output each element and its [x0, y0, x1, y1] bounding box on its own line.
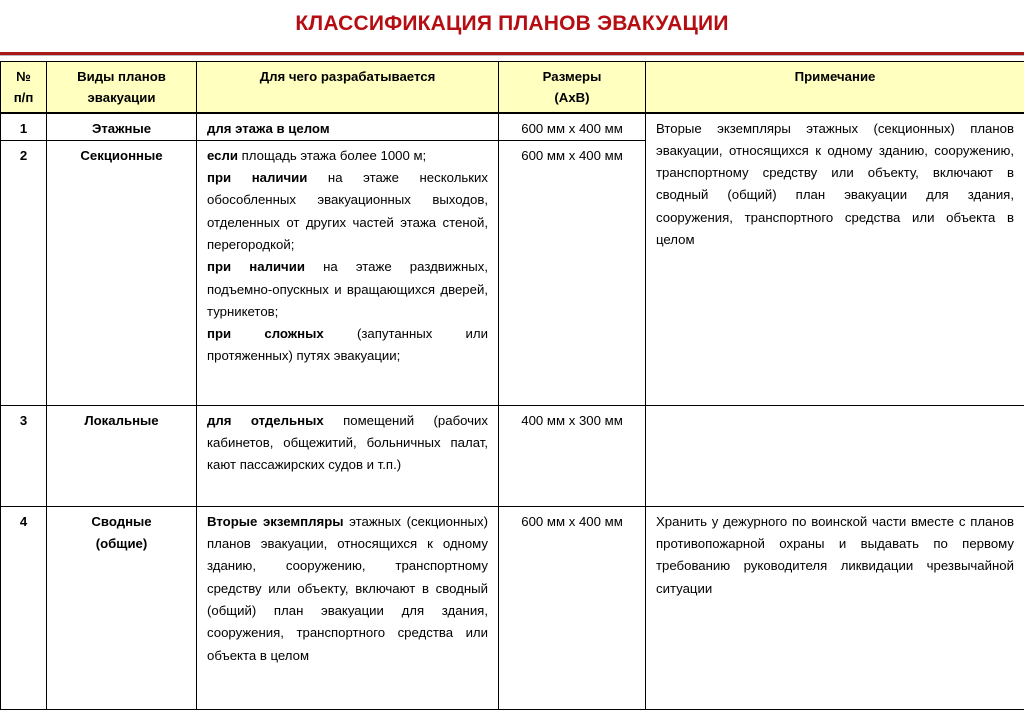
evacuation-plans-table	[0, 61, 1024, 710]
table-row	[1, 506, 1024, 709]
header-num	[1, 62, 47, 113]
row2-type: Секционные	[47, 140, 197, 405]
row1-note	[646, 113, 1024, 406]
row1-type: Этажные	[47, 113, 197, 141]
row1-note-text: Вторые экземпляры этажных (секционных) планов эвакуации, относящихся к одному зданию, сооружению, транспортному средству или объекту, включают в сводный (общий) план эвакуации для здания, сооружения, транспортного средства или объекта в целом	[656, 118, 1014, 252]
row4-type-line2: (общие)	[51, 533, 192, 555]
header-purpose-label: Для чего разрабатывается	[201, 66, 494, 87]
row4-note	[646, 506, 1024, 709]
row2-item-3-text: на этаже раздвижных, подъемно-опускных и вращающихся дверей, турникетов;	[207, 259, 488, 319]
row3-num: 3	[1, 405, 47, 506]
row3-purpose-rest: помещений (рабочих кабинетов, общежитий, больничных палат, кают пассажирских судов и т.п.)	[207, 413, 488, 473]
row4-purpose-text	[207, 511, 488, 667]
row2-item-3	[207, 256, 488, 323]
row2-size: 600 мм х 400 мм	[499, 140, 646, 405]
row4-size: 600 мм х 400 мм	[499, 506, 646, 709]
row2-item-2	[207, 167, 488, 256]
row4-purpose-rest: этажных (секционных) планов эвакуации, относящихся к одному зданию, сооружению, транспортному средству или объекту, включают в сводный (общий) план эвакуации для здания, сооружения, транспортного средства или объекта в целом	[207, 514, 488, 663]
row4-type	[47, 506, 197, 709]
row2-item-2-text: на этаже нескольких обособленных эвакуационных выходов, отделенных от других частей этажа стеной, перегородкой;	[207, 170, 488, 252]
header-type-line2: эвакуации	[51, 87, 192, 108]
table-header-row	[1, 62, 1024, 113]
row2-num: 2	[1, 140, 47, 405]
row3-size: 400 мм х 300 мм	[499, 405, 646, 506]
row3-purpose-text	[207, 410, 488, 477]
row2-item-3-bold: при наличии	[207, 259, 305, 274]
table-row	[1, 405, 1024, 506]
row3-purpose-bold: для отдельных	[207, 413, 324, 428]
header-purpose	[197, 62, 499, 113]
row4-note-text: Хранить у дежурного по воинской части вместе с планов противопожарной охраны и выдавать по первому требованию руководителя ликвидации чрезвычайной ситуации	[656, 511, 1014, 600]
table-row	[1, 113, 1024, 141]
row4-num: 4	[1, 506, 47, 709]
header-type	[47, 62, 197, 113]
header-size-line1: Размеры	[503, 66, 641, 87]
row4-purpose-bold: Вторые экземпляры	[207, 514, 344, 529]
header-note	[646, 62, 1024, 113]
row2-item-1-bold: если	[207, 148, 238, 163]
row1-purpose	[197, 113, 499, 141]
header-size-line2: (АхВ)	[503, 87, 641, 108]
row2-item-4-bold: при сложных	[207, 326, 324, 341]
row2-item-4	[207, 323, 488, 368]
row4-type-line1: Сводные	[51, 511, 192, 533]
row3-purpose	[197, 405, 499, 506]
row1-size: 600 мм х 400 мм	[499, 113, 646, 141]
row4-purpose	[197, 506, 499, 709]
row1-num: 1	[1, 113, 47, 141]
row3-type: Локальные	[47, 405, 197, 506]
row2-item-4-text: (запутанных или протяженных) путях эвакуации;	[207, 326, 488, 363]
header-size	[499, 62, 646, 113]
title-underline-gray	[0, 55, 1024, 56]
row2-purpose	[197, 140, 499, 405]
row3-note	[646, 405, 1024, 506]
page-title: КЛАССИФИКАЦИЯ ПЛАНОВ ЭВАКУАЦИИ	[0, 12, 1024, 36]
header-note-label: Примечание	[650, 66, 1020, 87]
header-num-line1: №	[5, 66, 42, 87]
row2-item-2-bold: при наличии	[207, 170, 307, 185]
row2-item-1	[207, 145, 488, 167]
row1-purpose-bold: для этажа в целом	[207, 121, 330, 136]
header-type-line1: Виды планов	[51, 66, 192, 87]
row2-item-1-text: площадь этажа более 1000 м;	[238, 148, 426, 163]
header-num-line2: п/п	[5, 87, 42, 108]
